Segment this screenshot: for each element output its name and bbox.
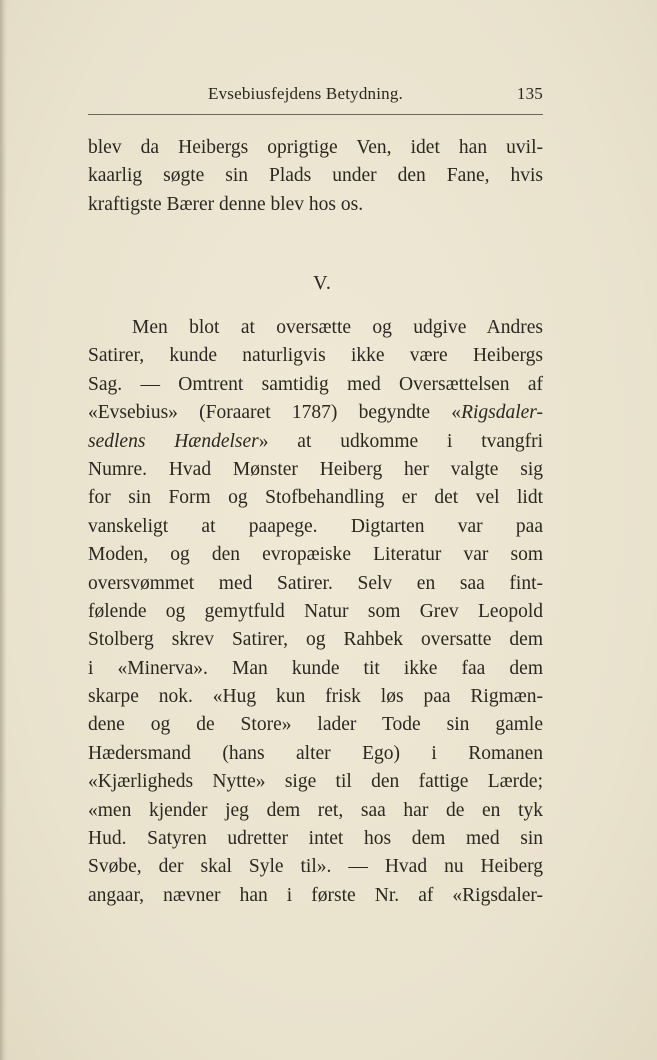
page-number: 135 (516, 84, 543, 103)
text-line: følende og gemytfuld Natur som Grev Leopold (88, 600, 543, 622)
page-header (88, 84, 543, 108)
text-line: Sag. — Omtrent samtidig med Oversættelsen af (88, 373, 543, 395)
text-line: oversvømmet med Satirer. Selv en saa fint- (88, 572, 543, 594)
text-line: for sin Form og Stofbehandling er det vel lidt (88, 487, 543, 509)
text-line: «men kjender jeg dem ret, saa har de en tyk (88, 799, 543, 821)
text-line (88, 399, 543, 427)
text-line: vanskeligt at paapege. Digtarten var paa (88, 515, 543, 537)
text-line: Svøbe, der skal Syle til». — Hvad nu Heiberg (88, 856, 543, 878)
section-heading: V. (313, 272, 332, 294)
text-line: Stolberg skrev Satirer, og Rahbek oversatte dem (88, 629, 543, 651)
paragraph-continuation (88, 134, 543, 219)
text-run: » at udkomme i tvangfri (258, 430, 543, 452)
header-rule (88, 114, 543, 115)
text-line: skarpe nok. «Hug kun frisk løs paa Rigmæn- (88, 686, 543, 708)
italic-title: sedlens Hændelser (88, 430, 259, 452)
text-line: «Kjærligheds Nytte» sige til den fattige Lærde; (88, 771, 543, 793)
paragraph-section-v (88, 314, 543, 910)
text-run: «Evsebius» (Foraaret 1787) begyndte « (88, 402, 462, 424)
text-line: Moden, og den evropæiske Literatur var som (88, 544, 543, 566)
page-binding-edge (0, 0, 7, 1060)
text-line: i «Minerva». Man kunde tit ikke faa dem (88, 657, 543, 679)
text-line: Hædersmand (hans alter Ego) i Romanen (88, 742, 543, 764)
italic-title: Rigsdaler- (461, 402, 543, 424)
running-title: Evsebiusfejdens Betydning. (208, 84, 404, 103)
text-line: kraftigste Bærer denne blev hos os. (88, 193, 364, 215)
text-line: angaar, nævner han i første Nr. af «Rigsdaler- (88, 884, 543, 906)
text-line: Hud. Satyren udretter intet hos dem med sin (88, 828, 543, 850)
text-line (88, 428, 543, 456)
text-line: Satirer, kunde naturligvis ikke være Heibergs (88, 345, 543, 367)
text-line: dene og de Store» lader Tode sin gamle (88, 714, 543, 736)
text-line: kaarlig søgte sin Plads under den Fane, hvis (88, 165, 543, 187)
text-line: Men blot at oversætte og udgive Andres (132, 317, 543, 338)
text-line: Numre. Hvad Mønster Heiberg her valgte sig (88, 458, 543, 480)
text-line: blev da Heibergs oprigtige Ven, idet han uvil- (88, 137, 543, 158)
